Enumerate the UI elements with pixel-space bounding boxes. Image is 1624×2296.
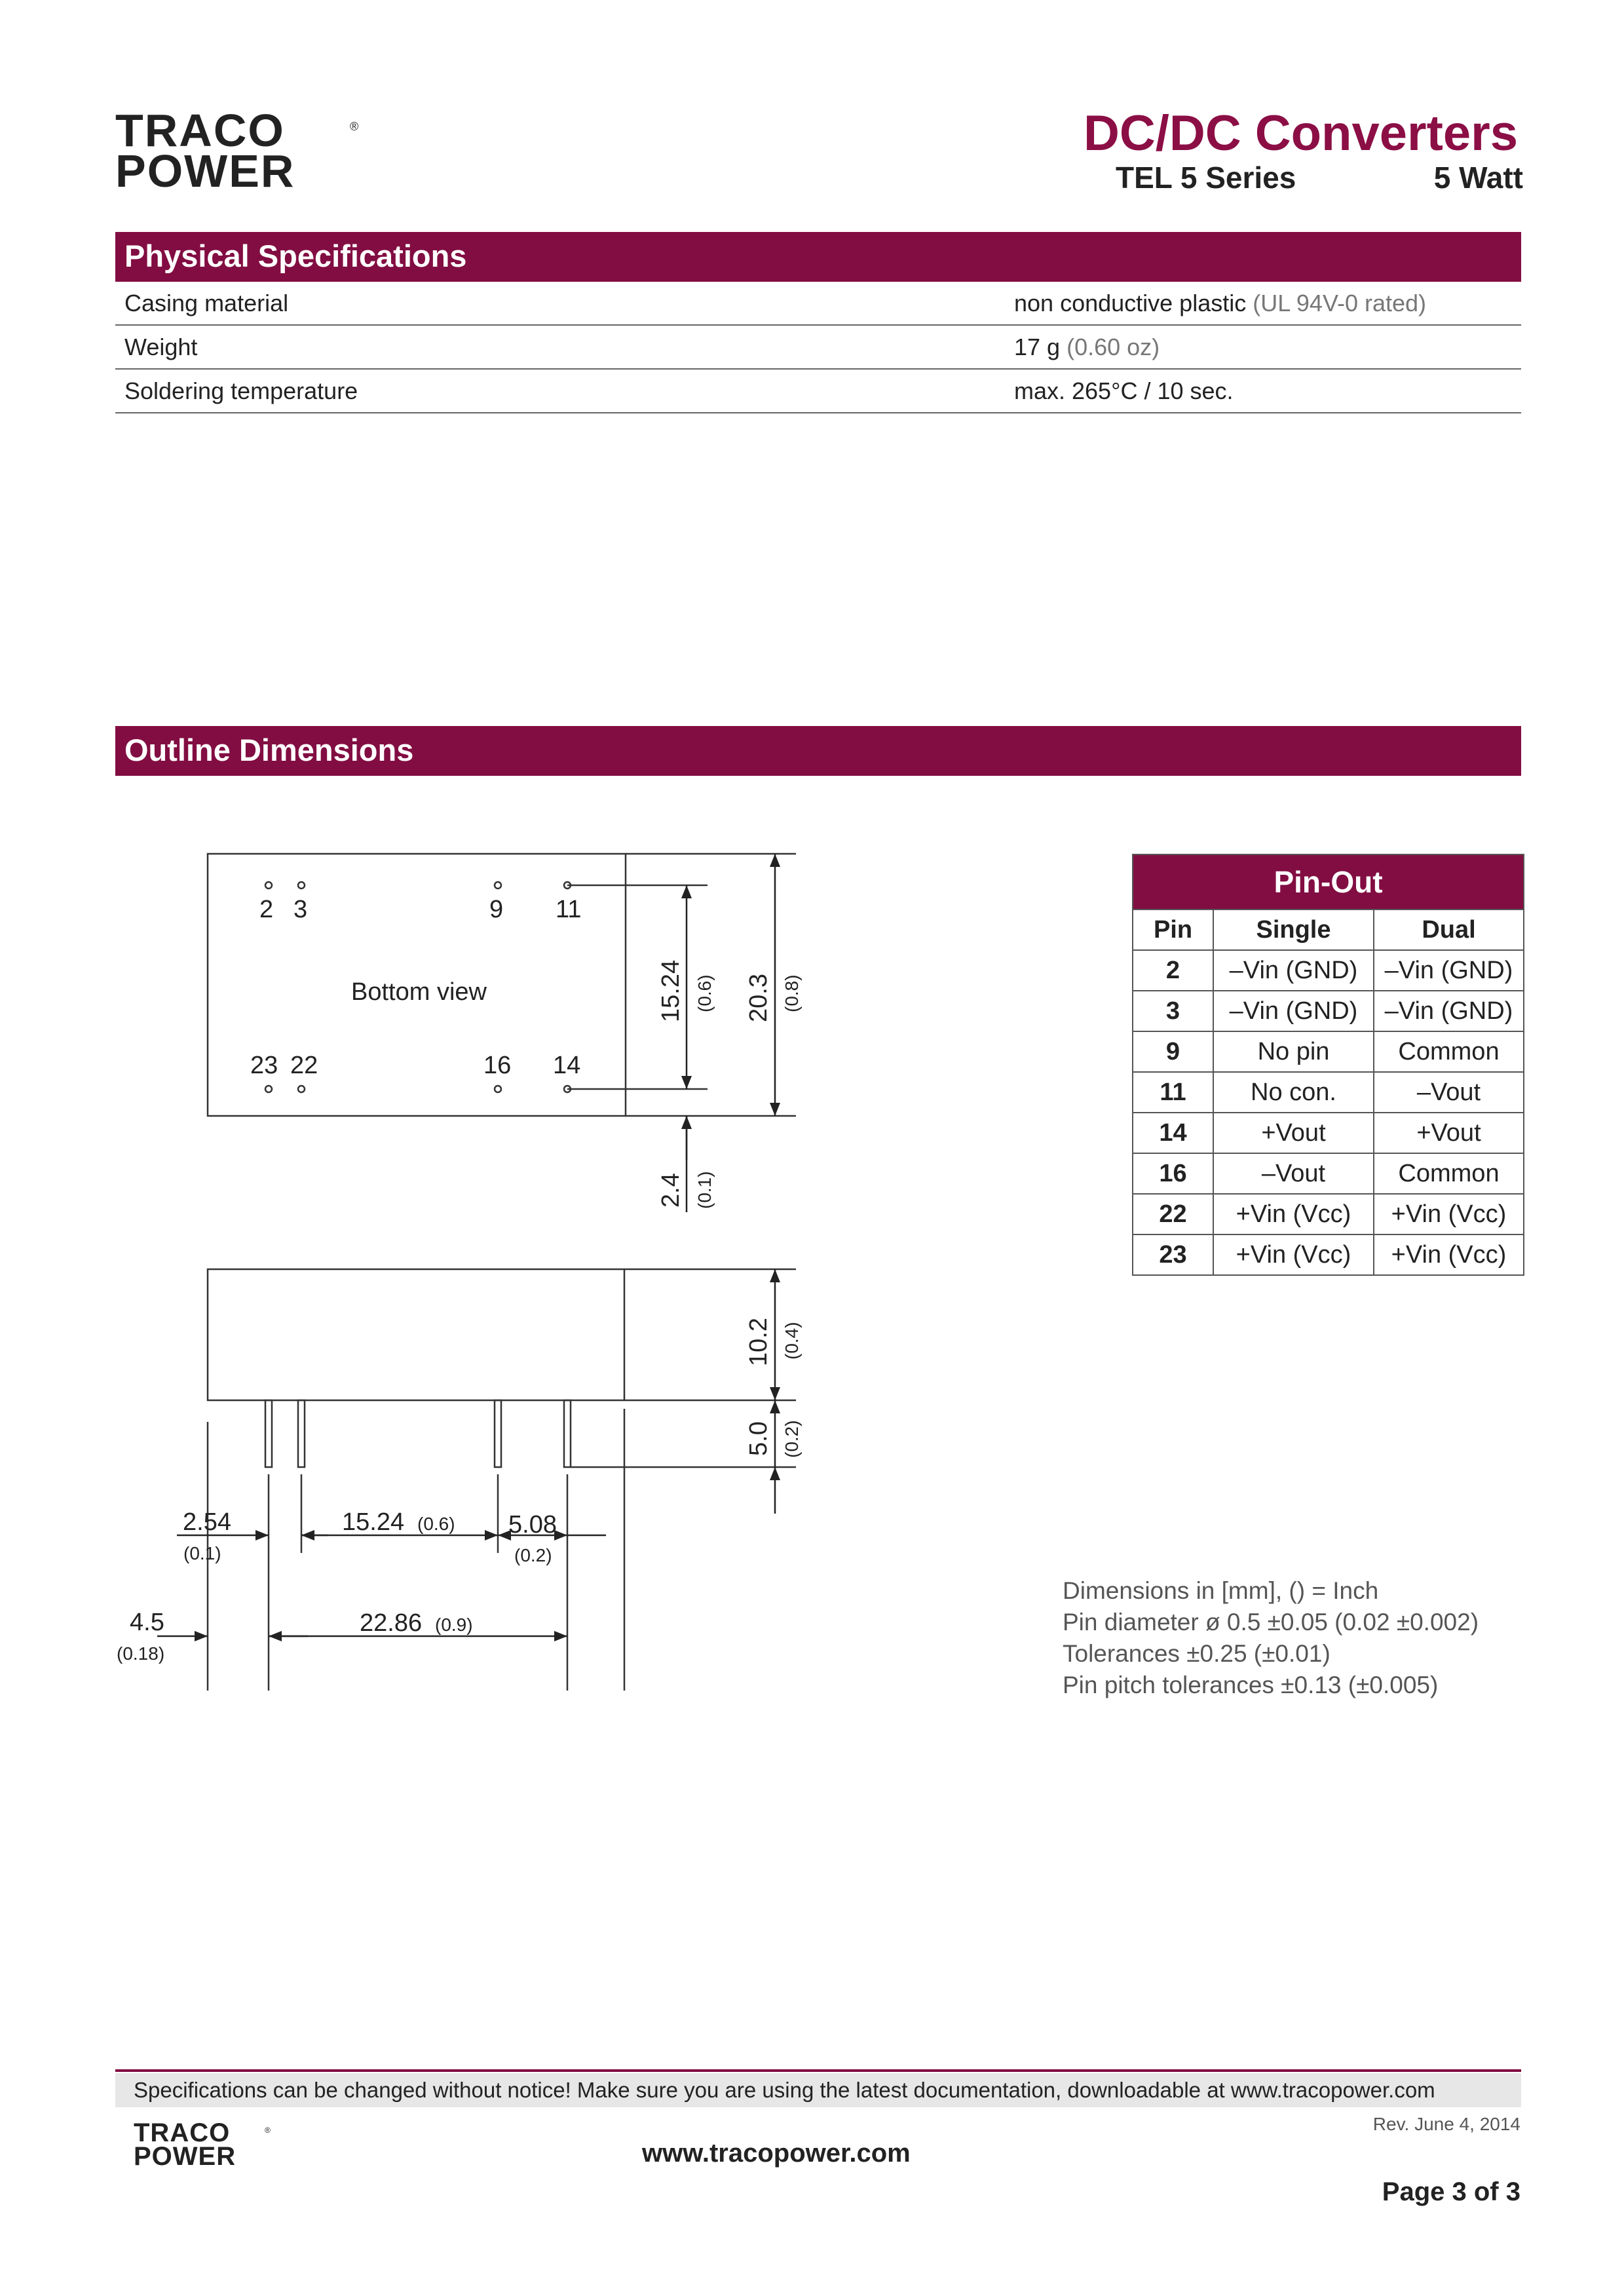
pin-single: No pin	[1213, 1031, 1374, 1072]
footer-url[interactable]: www.tracopower.com	[642, 2139, 911, 2168]
module-side-view-outline	[208, 1269, 624, 1400]
pin-number: 11	[1133, 1072, 1213, 1113]
dim-20-3-inch: (0.8)	[782, 974, 802, 1012]
dim-2-54-inch: (0.1)	[183, 1543, 221, 1563]
pin-number: 23	[1133, 1234, 1213, 1275]
pin-single: –Vin (GND)	[1213, 950, 1374, 991]
pin-single: +Vin (Vcc)	[1213, 1234, 1374, 1275]
dim-4-5-inch: (0.18)	[117, 1643, 165, 1664]
power-rating: 5 Watt	[1433, 161, 1523, 195]
pin-number: 22	[1133, 1194, 1213, 1234]
pin-side	[564, 1400, 571, 1467]
pin-single: –Vout	[1213, 1153, 1374, 1194]
dim-15-24-h: 15.24	[342, 1508, 405, 1536]
spec-label: Weight	[124, 334, 198, 360]
pin-label: 22	[290, 1052, 318, 1079]
dim-15-24-inch: (0.6)	[694, 974, 715, 1012]
pin-circle	[298, 882, 305, 889]
pin-circle	[265, 1086, 272, 1092]
pin-circle	[495, 882, 501, 889]
logo-registered-mark: ®	[350, 120, 359, 133]
logo-line2: POWER	[115, 145, 295, 197]
pin-dual: +Vin (Vcc)	[1374, 1234, 1524, 1275]
bottom-view-label: Bottom view	[351, 978, 487, 1006]
dim-22-86: 22.86	[360, 1609, 423, 1637]
dim-10-2: 10.2	[745, 1318, 772, 1366]
pin-label: 3	[293, 896, 308, 923]
pin-label: 2	[259, 896, 274, 923]
dim-20-3: 20.3	[745, 974, 772, 1022]
pinout-row	[1133, 950, 1524, 991]
pin-dual: –Vin (GND)	[1374, 950, 1524, 991]
pin-number: 3	[1133, 991, 1213, 1031]
note-line: Dimensions in [mm], () = Inch	[1063, 1577, 1379, 1604]
outline-dimensions-header: Outline Dimensions	[115, 726, 1521, 776]
pin-side	[265, 1400, 272, 1467]
revision-date: Rev. June 4, 2014	[1372, 2114, 1520, 2134]
note-line: Pin diameter ø 0.5 ±0.05 (0.02 ±0.002)	[1063, 1609, 1479, 1636]
pin-label: 14	[553, 1052, 581, 1079]
pinout-header-single: Single	[1213, 909, 1374, 950]
note-line: Pin pitch tolerances ±0.13 (±0.005)	[1063, 1672, 1439, 1698]
logo-line1: TRACO	[115, 105, 285, 156]
pinout-row	[1133, 1072, 1524, 1113]
pin-single: No con.	[1213, 1072, 1374, 1113]
spec-value-main: 17 g	[1014, 334, 1061, 360]
pin-label: 9	[489, 896, 504, 923]
dim-5-08-inch: (0.2)	[514, 1545, 552, 1565]
pinout-row	[1133, 1153, 1524, 1194]
pin-number: 16	[1133, 1153, 1213, 1194]
document-title: DC/DC Converters	[1083, 105, 1518, 161]
pin-number: 2	[1133, 950, 1213, 991]
pin-dual: +Vout	[1374, 1113, 1524, 1153]
note-line: Tolerances ±0.25 (±0.01)	[1063, 1640, 1331, 1667]
pinout-row	[1133, 1113, 1524, 1153]
spec-value: max. 265°C / 10 sec.	[1014, 377, 1234, 404]
dim-2-4: 2.4	[657, 1173, 685, 1208]
pin-number: 14	[1133, 1113, 1213, 1153]
dim-10-2-inch: (0.4)	[782, 1322, 802, 1360]
spec-value-note: (UL 94V-0 rated)	[1253, 290, 1427, 316]
dim-2-4-inch: (0.1)	[694, 1171, 715, 1209]
pinout-row	[1133, 1234, 1524, 1275]
dim-4-5: 4.5	[130, 1609, 164, 1636]
page-number: Page 3 of 3	[1382, 2177, 1520, 2206]
dimension-notes	[1063, 1575, 1479, 1701]
pin-circle	[495, 1086, 501, 1092]
spec-value-note: (0.60 oz)	[1067, 334, 1160, 360]
pinout-title: Pin-Out	[1133, 854, 1524, 909]
pin-dual: Common	[1374, 1153, 1524, 1194]
pin-single: –Vin (GND)	[1213, 991, 1374, 1031]
dim-22-86-inch: (0.9)	[435, 1615, 473, 1635]
pin-label: 11	[556, 896, 582, 923]
footer-logo	[134, 2118, 271, 2171]
spec-label: Soldering temperature	[124, 377, 358, 404]
footer-notice: Specifications can be changed without notice! Make sure you are using the latest documentation, downloadable at www.tracopower.com	[115, 2073, 1521, 2107]
series-name: TEL 5 Series	[1116, 161, 1296, 195]
dim-5-08: 5.08	[508, 1511, 557, 1539]
pin-dual: –Vin (GND)	[1374, 991, 1524, 1031]
pin-label: 23	[250, 1052, 278, 1079]
dim-5-0: 5.0	[745, 1421, 772, 1456]
pin-dual: Common	[1374, 1031, 1524, 1072]
pin-side	[298, 1400, 305, 1467]
physical-specs-header: Physical Specifications	[115, 232, 1521, 282]
pinout-row	[1133, 1194, 1524, 1234]
footer-logo-line1: TRACO	[134, 2118, 231, 2147]
pin-single: +Vin (Vcc)	[1213, 1194, 1374, 1234]
dim-15-24-h-inch: (0.6)	[417, 1514, 455, 1534]
footer-divider	[115, 2069, 1521, 2072]
pin-dual: +Vin (Vcc)	[1374, 1194, 1524, 1234]
pin-number: 9	[1133, 1031, 1213, 1072]
dim-5-0-inch: (0.2)	[782, 1420, 802, 1458]
dim-2-54: 2.54	[183, 1508, 231, 1536]
pin-single: +Vout	[1213, 1113, 1374, 1153]
spec-value-main: non conductive plastic	[1014, 290, 1247, 316]
spec-label: Casing material	[124, 290, 289, 316]
pinout-table	[1132, 854, 1524, 1276]
footer-logo-line2: POWER	[134, 2142, 236, 2171]
pin-circle	[265, 882, 272, 889]
pin-dual: –Vout	[1374, 1072, 1524, 1113]
footer-logo-registered-mark: ®	[265, 2126, 271, 2135]
pin-circle	[298, 1086, 305, 1092]
pinout-row	[1133, 991, 1524, 1031]
pinout-header-dual: Dual	[1374, 909, 1524, 950]
pinout-row	[1133, 1031, 1524, 1072]
pin-label: 16	[483, 1052, 512, 1079]
dim-15-24: 15.24	[657, 959, 685, 1022]
pin-side	[495, 1400, 501, 1467]
pinout-header-pin: Pin	[1133, 909, 1213, 950]
